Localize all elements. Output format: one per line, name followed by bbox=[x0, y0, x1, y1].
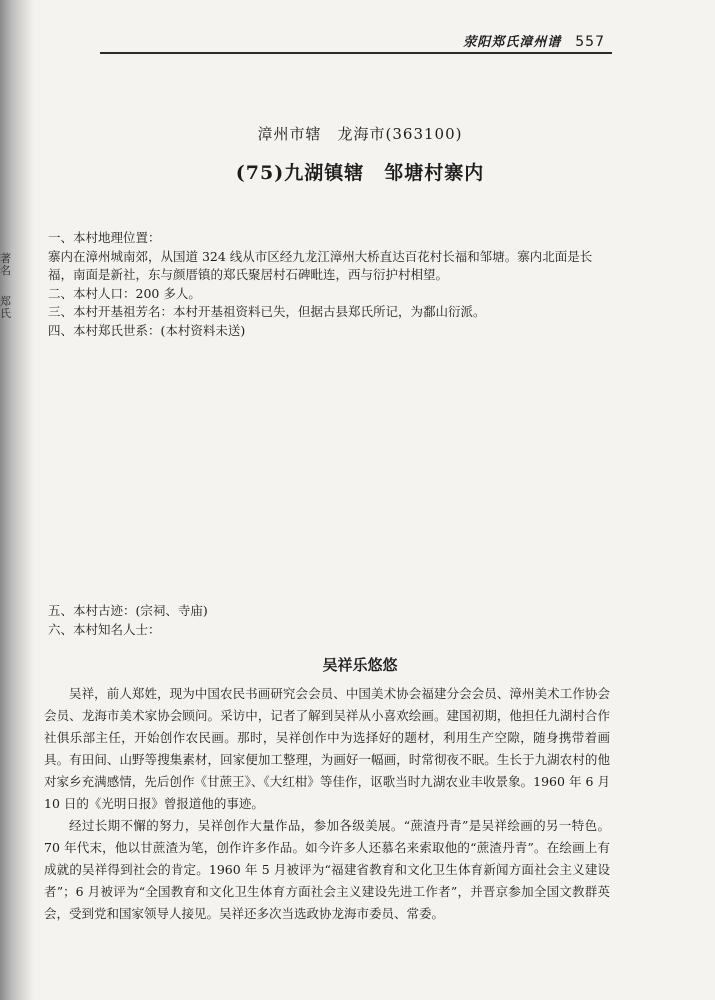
article-title: 吴祥乐悠悠 bbox=[322, 656, 398, 674]
header-series-title: 荥阳郑氏漳州谱 bbox=[463, 35, 562, 50]
founder-line: 三、本村开基祖芳名：本村开基祖资料已失，但据古县郑氏所记，为鄱山衍派。 bbox=[48, 304, 486, 319]
page-number: 557 bbox=[575, 34, 605, 50]
village-info bbox=[48, 229, 668, 340]
page-binding-shadow bbox=[0, 0, 34, 1000]
region-title: 漳州市辖 龙海市(363100) bbox=[257, 125, 463, 143]
margin-fragment: 郑氏 bbox=[0, 295, 11, 320]
monuments-line: 五、本村古迹：(宗祠、寺庙) bbox=[48, 603, 208, 618]
margin-fragment: 著名 bbox=[0, 252, 11, 277]
article-body bbox=[44, 683, 610, 925]
location-heading: 一、本村地理位置： bbox=[48, 230, 161, 245]
population-line: 二、本村人口：200 多人。 bbox=[48, 285, 201, 301]
article-paragraph-1: 吴祥，前人郑姓，现为中国农民书画研究会会员、中国美术协会福建分会会员、漳州美术工作协会会员、龙海市美术家协会顾问。采访中，记者了解到吴祥从小喜欢绘画。建国初期，他担任九湖村合作社俱乐部主任，开始创作农民画。那时，吴祥创作中为选择好的题材，利用生产空隙，随身携带着画具。有田间、山野等搜集素材，回家便加工整理，为画好一幅画，时常彻夜不眠。生长于九湖农村的他对家乡充满感情，先后创作《甘蔗王》、《大红柑》等佳作，讴歌当时九湖农业丰收景象。1960 年 6 月 10 日的《光明日报》曾报道他的事迹。 bbox=[44, 686, 610, 811]
location-text-2: 福，南面是新社，东与颜厝镇的郑氏聚居村石碑毗连，西与衍护村相望。 bbox=[48, 267, 449, 282]
running-header bbox=[360, 30, 605, 50]
header-rule bbox=[100, 52, 612, 54]
village-title: (75)九湖镇辖 邹塘村寨内 bbox=[235, 162, 485, 184]
lineage-line: 四、本村郑氏世系：(本村资料未送) bbox=[48, 322, 246, 338]
article-paragraph-2: 经过长期不懈的努力，吴祥创作大量作品，参加各级美展。“蔗渣丹青”是吴祥绘画的另一特色。70 年代末，他以甘蔗渣为笔，创作许多作品。如今许多人还慕名来索取他的“蔗渣丹青”。在绘画上有成就的吴祥得到社会的肯定。1960 年 5 月被评为“福建省教育和文化卫生体育新闻方面社会主义建设者”；6 月被评为“全国教育和文化卫生体育方面社会主义建设先进工作者”，并晋京参加全国文教群英会，受到党和国家领导人接见。吴祥还多次当选政协龙海市委员、常委。 bbox=[44, 818, 610, 921]
village-info-continued bbox=[48, 602, 668, 639]
notables-line: 六、本村知名人士： bbox=[48, 621, 161, 637]
location-text-1: 寨内在漳州城南郊，从国道 324 线从市区经九龙江漳州大桥直达百花村长福和邹塘。寨内北面是长 bbox=[48, 248, 593, 264]
